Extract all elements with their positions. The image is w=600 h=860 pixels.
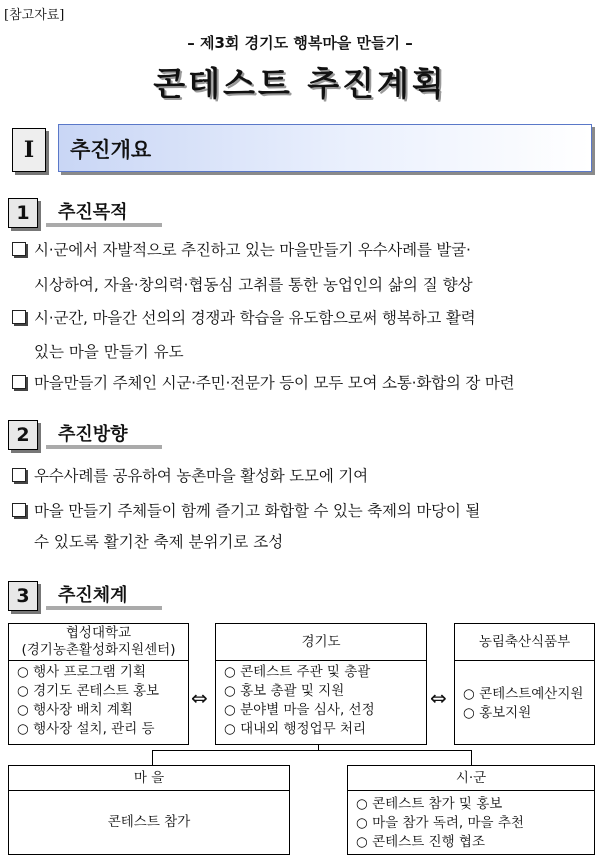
connector-line [471, 750, 472, 765]
list-item: ○ 콘테스트 참가 및 홍보 [356, 796, 503, 812]
list-item: ○ 홍보지원 [463, 705, 532, 721]
list-item: ○ 마을 참가 독려, 마을 추천 [356, 815, 524, 831]
ministry-duties [455, 661, 594, 723]
ministry-name: 농림축산식품부 [455, 624, 594, 661]
overview-numeral: Ⅰ [12, 128, 46, 172]
list-item-continued: 시상하여, 자율·창의력·협동심 고취를 통한 농업인의 삶의 질 향상 [34, 276, 473, 294]
list-item: ○ 행사장 설치, 관리 등 [17, 721, 155, 737]
double-arrow-icon: ⇔ [191, 686, 208, 710]
checkbox-bullet-icon [12, 503, 26, 517]
university-subname: (경기농촌활성화지원센터) [21, 642, 176, 658]
page-title: 콘테스트 추진계획 [153, 64, 447, 103]
section-2-title: 추진방향 [58, 424, 128, 445]
village-role: 콘테스트 참가 [107, 814, 191, 830]
university-header [9, 624, 188, 661]
city-name: 시·군 [348, 766, 594, 791]
list-item: ○ 분야별 마을 심사, 선정 [224, 702, 375, 718]
section-1-title: 추진목적 [58, 202, 128, 223]
list-item: 시·군에서 자발적으로 추진하고 있는 마을만들기 우수사례를 발굴· [12, 238, 471, 260]
university-duties [9, 661, 188, 739]
list-item: 시·군간, 마을간 선의의 경쟁과 학습을 유도함으로써 행복하고 활력 [12, 306, 475, 328]
list-item: 우수사례를 공유하여 농촌마을 활성화 도모에 기여 [12, 464, 368, 486]
list-item-continued: 있는 마을 만들기 유도 [34, 343, 184, 361]
list-item: ○ 대내외 행정업무 처리 [224, 721, 367, 737]
city-duties [348, 791, 594, 852]
reference-label: [참고자료] [4, 8, 65, 23]
village-name: 마 을 [9, 766, 289, 791]
section-3-number: 3 [8, 581, 38, 611]
overview-title: 추진개요 [70, 138, 152, 162]
section-1-underline [46, 223, 162, 227]
university-box [8, 623, 189, 745]
section-3-underline [46, 606, 162, 610]
list-item: ○ 홍보 총괄 및 지원 [224, 683, 345, 699]
section-3-title: 추진체계 [58, 585, 128, 606]
connector-line [152, 750, 472, 751]
subtitle: – 제3회 경기도 행복마을 만들기 – [187, 34, 413, 52]
checkbox-bullet-icon [12, 310, 26, 324]
list-item: ○ 행사장 배치 계획 [17, 702, 133, 718]
university-name: 협성대학교 [65, 625, 132, 641]
list-item: ○ 콘테스트예산지원 [463, 686, 584, 702]
section-2-number: 2 [8, 420, 38, 450]
list-item: ○ 콘테스트 진행 협조 [356, 834, 485, 850]
list-item: ○ 행사 프로그램 기획 [17, 664, 146, 680]
list-item: 마을만들기 주체인 시군·주민·전문가 등이 모두 모여 소통·화합의 장 마련 [12, 371, 514, 393]
ministry-box [454, 623, 595, 745]
checkbox-bullet-icon [12, 468, 26, 482]
double-arrow-icon: ⇔ [430, 686, 447, 710]
list-item: ○ 콘테스트 주관 및 총괄 [224, 664, 371, 680]
list-item-continued: 수 있도록 활기찬 축제 분위기로 조성 [34, 533, 284, 551]
connector-line [152, 750, 153, 765]
city-box [347, 765, 595, 855]
village-box [8, 765, 290, 855]
province-box [215, 623, 427, 745]
province-name: 경기도 [216, 624, 426, 661]
province-duties [216, 661, 426, 739]
checkbox-bullet-icon [12, 242, 26, 256]
list-item: ○ 경기도 콘테스트 홍보 [17, 683, 160, 699]
section-2-underline [46, 445, 162, 449]
checkbox-bullet-icon [12, 375, 26, 389]
list-item: 마을 만들기 주체들이 함께 즐기고 화합할 수 있는 축제의 마당이 될 [12, 499, 480, 521]
section-1-number: 1 [8, 198, 38, 228]
